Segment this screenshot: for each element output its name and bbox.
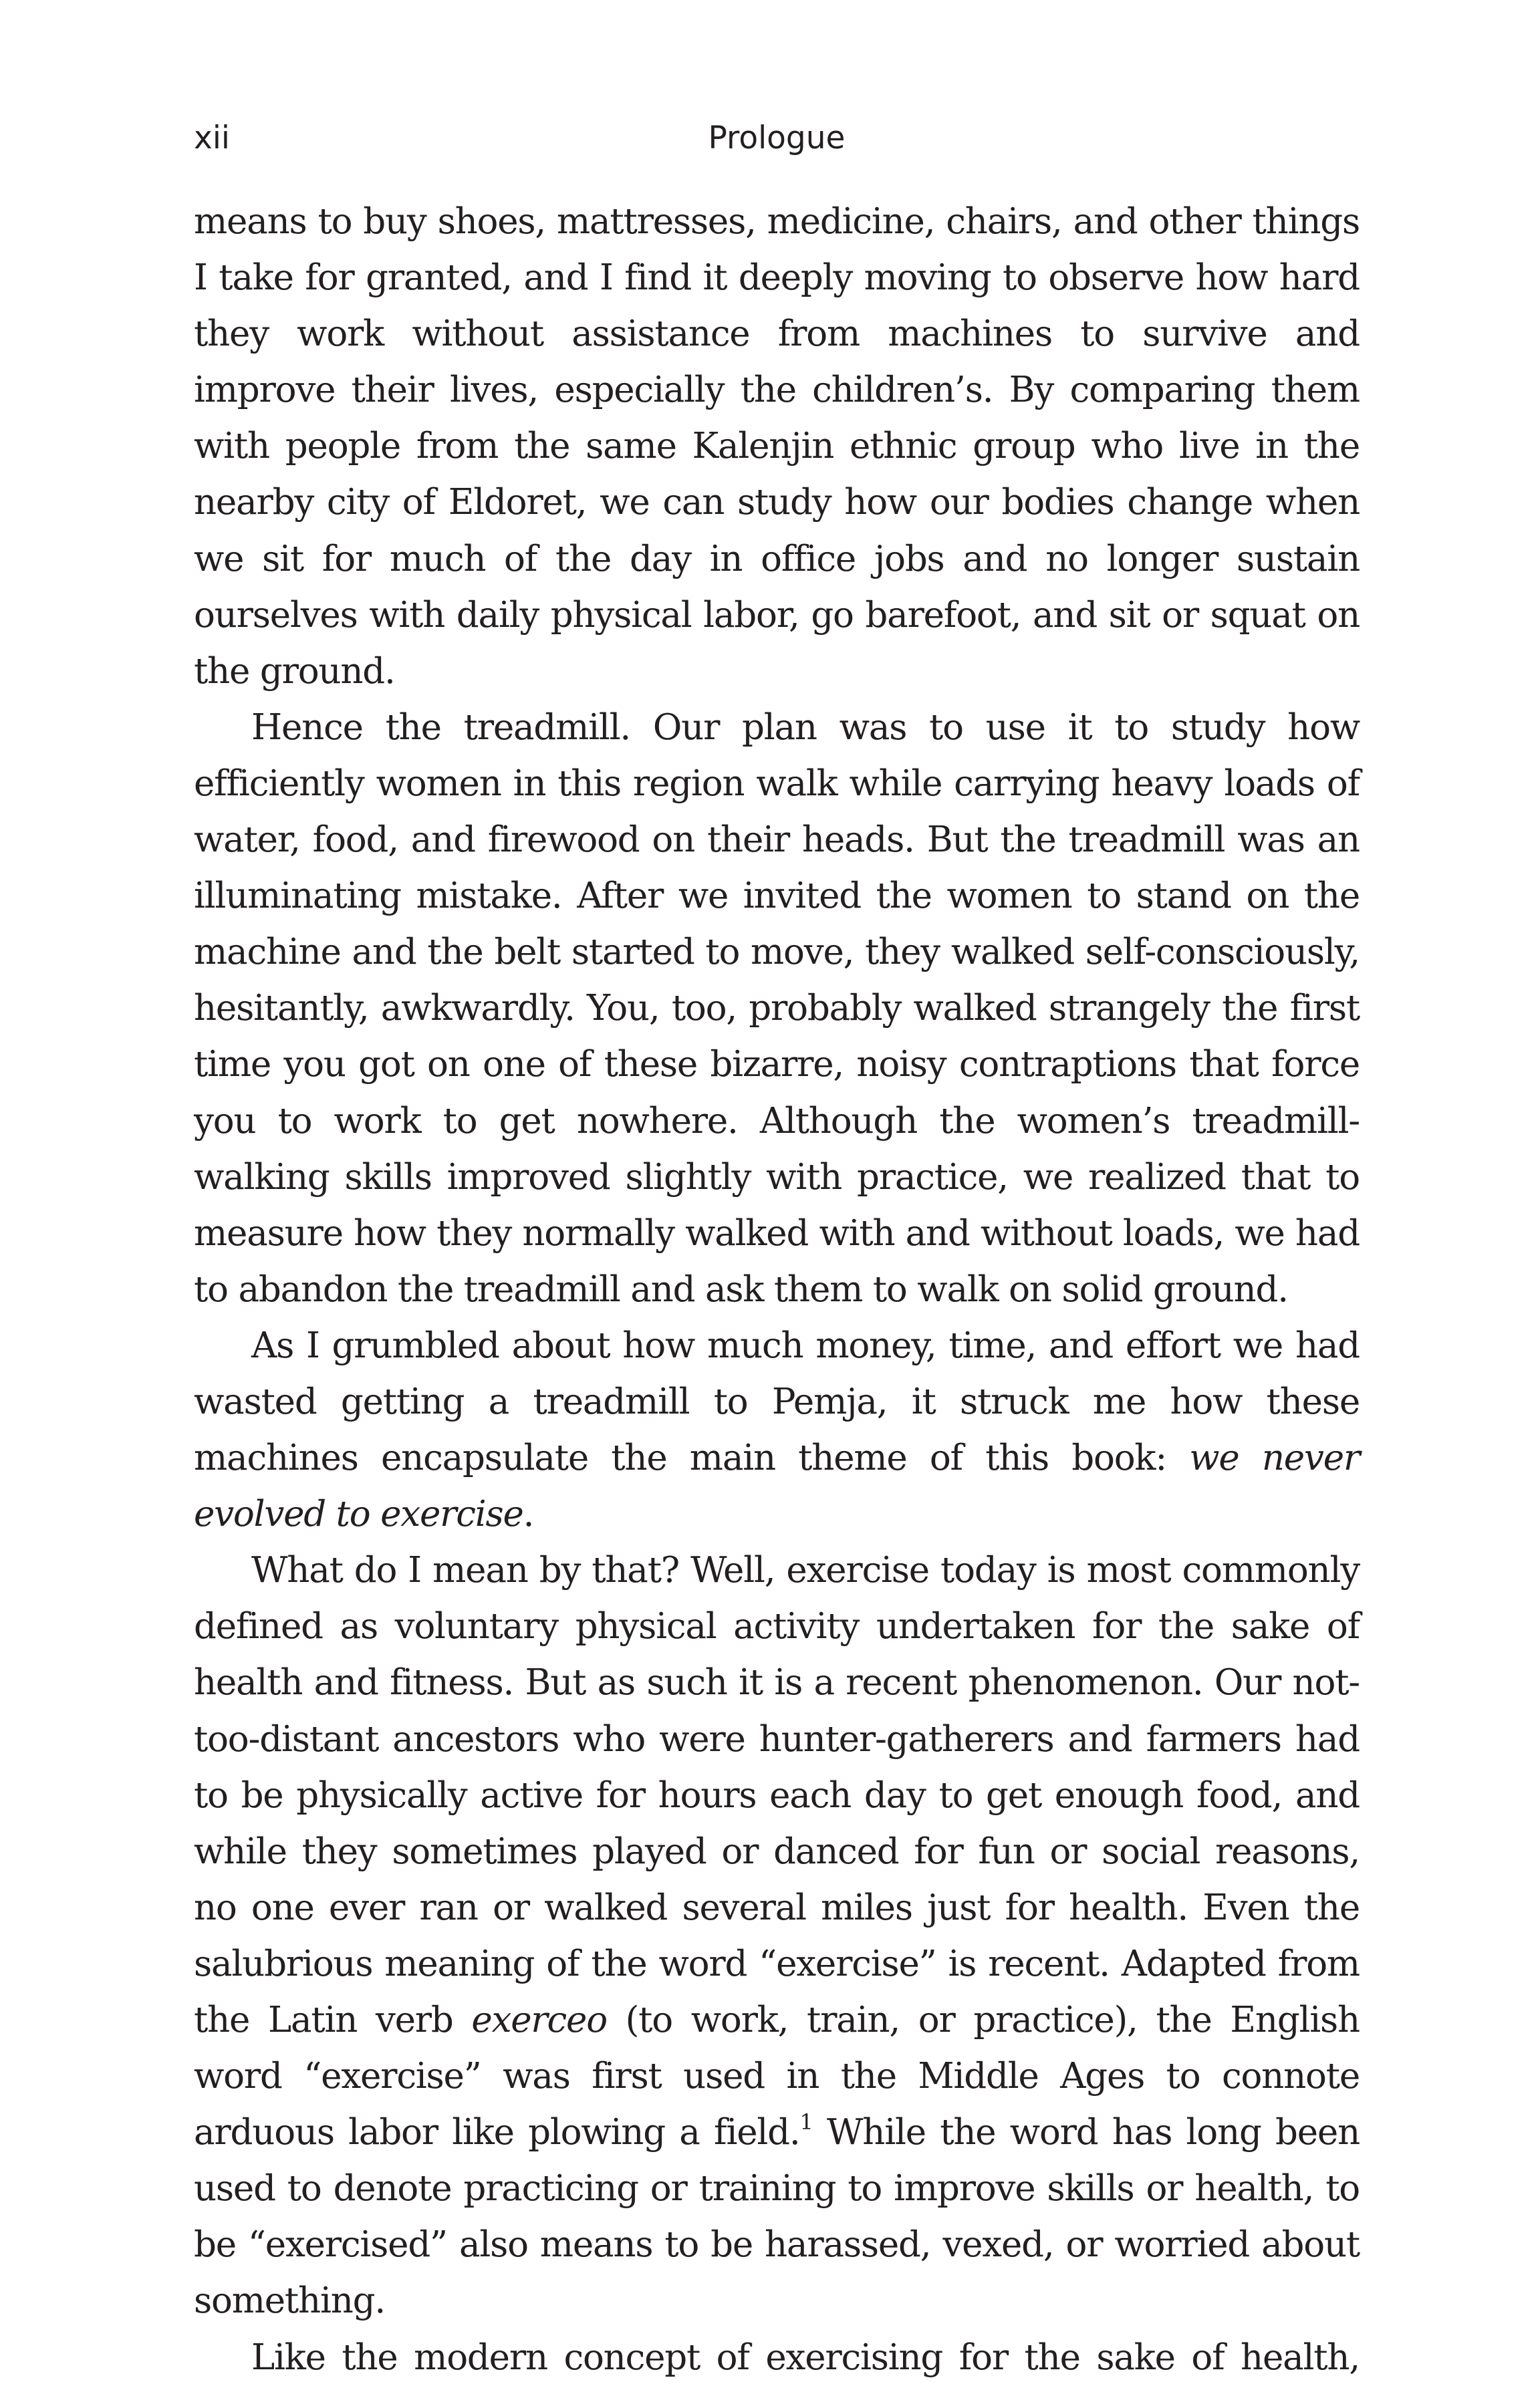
footnote-marker[interactable]: 1	[799, 2109, 813, 2135]
paragraph-text: As I grumbled about how much money, time, and effort we had wasted getting a treadmill to Pemja, it struck me how these machines encapsulate the main theme of this book:	[194, 1325, 1360, 1479]
paragraph-text: (to work, train, or practice), the English word “exercise” was first used in the Middle Ages to connote arduous labor like plowing a field.	[194, 2000, 1360, 2153]
running-head	[194, 115, 1360, 162]
paragraph-text: What do I mean by that? Well, exercise today is most commonly defined as voluntary physical activity undertaken for the sake of health and fitness. But as such it is a recent phenomenon. Our not-too-distant ancestors who were hunter-gatherers and farmers had to be physically active for hours each day to get enough food, and while they sometimes played or danced for fun or social reasons, no one ever ran or walked several miles just for health. Even the salubrious meaning of the word “exercise” is recent. Adapted from the Latin verb	[194, 1550, 1360, 2040]
paragraph-concept: Like the modern concept of exercising for the sake of health,	[251, 2337, 1360, 2378]
paragraph-continuation: means to buy shoes, mattresses, medicine, chairs, and other things I take for granted, and I find it deeply moving to observe how hard they work without assistance from machines to survive and improve their lives, especially the children’s. By comparing them with people from the same Kalenjin ethnic group who live in the nearby city of Eldoret, we can study how our bodies change when we sit for much of the day in office jobs and no longer sustain ourselves with daily physical labor, go barefoot, and sit or squat on the ground.	[194, 201, 1360, 692]
emphasized-text: we never evolved to exercise	[194, 1438, 1360, 1535]
page-number: xii	[194, 120, 230, 156]
paragraph-theme	[194, 1318, 1360, 1543]
emphasized-text: exerceo	[471, 2000, 607, 2040]
paragraph-text: While the word has long been used to denote practicing or training to improve skills or health, to be “exercised” also means to be harassed, vexed, or worried about something.	[194, 2112, 1360, 2322]
body-text	[194, 194, 1360, 2386]
paragraph-definition	[194, 1543, 1360, 2329]
chapter-title: Prologue	[708, 120, 846, 156]
paragraph-treadmill: Hence the treadmill. Our plan was to use it to study how efficiently women in this region walk while carrying heavy loads of water, food, and firewood on their heads. But the treadmill was an illuminating mistake. After we invited the women to stand on the machine and the belt started to move, they walked self-consciously, hesitantly, awkwardly. You, too, probably walked strangely the first time you got on one of these bizarre, noisy contraptions that force you to work to get nowhere. Although the women’s treadmill-walking skills improved slightly with practice, we realized that to measure how they normally walked with and without loads, we had to abandon the treadmill and ask them to walk on solid ground.	[194, 706, 1360, 1310]
paragraph-text: .	[523, 1494, 534, 1535]
